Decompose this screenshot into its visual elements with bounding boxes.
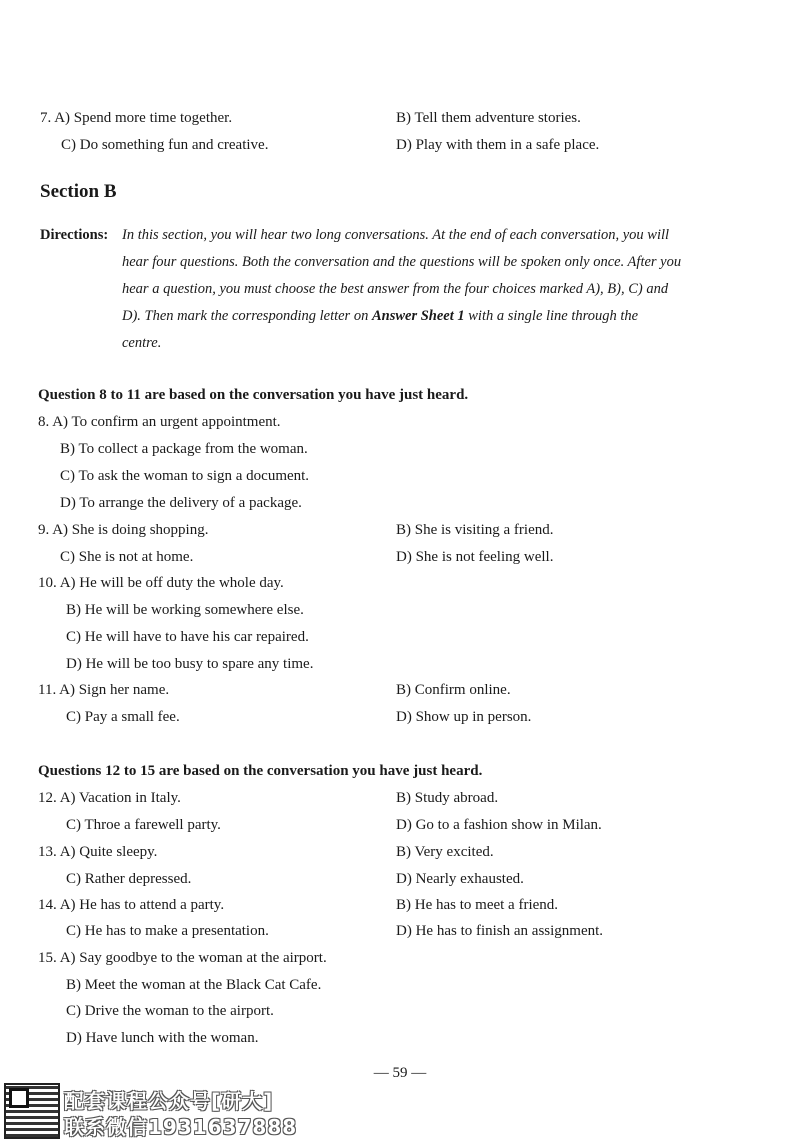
q7-option-c: C) Do something fun and creative.: [61, 137, 269, 153]
question-number: 7.: [40, 110, 52, 126]
q15-option-a: 15. A) Say goodbye to the woman at the airport.: [38, 950, 327, 966]
q11-option-b: B) Confirm online.: [396, 682, 511, 698]
q14-option-a: 14. A) He has to attend a party.: [38, 897, 225, 913]
question-number: 13.: [38, 844, 57, 860]
q14-option-d: D) He has to finish an assignment.: [396, 923, 604, 939]
answer-sheet-ref: Answer Sheet 1: [371, 308, 465, 324]
page-number: — 59 —: [373, 1065, 427, 1081]
q8-option-c: C) To ask the woman to sign a document.: [60, 468, 310, 484]
q14-option-c: C) He has to make a presentation.: [66, 923, 269, 939]
q8-option-a: 8. A) To confirm an urgent appointment.: [38, 414, 281, 430]
q13-option-c: C) Rather depressed.: [66, 871, 192, 887]
q7-option-d: D) Play with them in a safe place.: [396, 137, 600, 153]
question-number: 9.: [38, 522, 50, 538]
q14-option-b: B) He has to meet a friend.: [396, 897, 559, 913]
q10-option-b: B) He will be working somewhere else.: [66, 602, 304, 618]
directions-text: In this section, you will hear two long conversations. At the end of each conversation, you will hear four questions. Both the conversation and the questions will be spoken only once. After you hear a question, you must choose the best answer from the four choices marked A), B), C) and D). Then mark the corresponding letter on Answer Sheet 1 with a single line through the centre.: [122, 227, 682, 351]
q8-option-b: B) To collect a package from the woman.: [60, 441, 308, 457]
q15-option-b: B) Meet the woman at the Black Cat Cafe.: [66, 977, 322, 993]
q9-option-b: B) She is visiting a friend.: [396, 522, 554, 538]
group-heading-2: Questions 12 to 15 are based on the conversation you have just heard.: [38, 763, 483, 779]
section-title: Section B: [40, 181, 117, 202]
q9-option-c: C) She is not at home.: [60, 549, 194, 565]
q10-option-c: C) He will have to have his car repaired.: [66, 629, 309, 645]
watermark-line-1: 配套课程公众号[研大]: [64, 1089, 274, 1113]
qr-code-icon: [4, 1083, 60, 1139]
q12-option-d: D) Go to a fashion show in Milan.: [396, 817, 602, 833]
q9-option-a: 9. A) She is doing shopping.: [38, 522, 209, 538]
q11-option-c: C) Pay a small fee.: [66, 709, 180, 725]
q11-option-a: 11. A) Sign her name.: [38, 682, 170, 698]
question-number: 10.: [38, 575, 57, 591]
question-number: 12.: [38, 790, 57, 806]
q8-option-d: D) To arrange the delivery of a package.: [60, 495, 302, 511]
q7-option-b: B) Tell them adventure stories.: [396, 110, 581, 126]
q12-option-b: B) Study abroad.: [396, 790, 499, 806]
directions-label: Directions:: [40, 227, 109, 243]
q12-option-a: 12. A) Vacation in Italy.: [38, 790, 181, 806]
question-number: 15.: [38, 950, 57, 966]
q13-option-b: B) Very excited.: [396, 844, 494, 860]
watermark-line-2: 联系微信1931637888: [64, 1115, 298, 1139]
q10-option-d: D) He will be too busy to spare any time.: [66, 656, 314, 672]
q13-option-a: 13. A) Quite sleepy.: [38, 844, 158, 860]
question-number: 14.: [38, 897, 57, 913]
q11-option-d: D) Show up in person.: [396, 709, 532, 725]
q10-option-a: 10. A) He will be off duty the whole day.: [38, 575, 284, 591]
q15-option-c: C) Drive the woman to the airport.: [66, 1003, 274, 1019]
question-number: 11.: [38, 682, 57, 698]
q9-option-d: D) She is not feeling well.: [396, 549, 554, 565]
group-heading-1: Question 8 to 11 are based on the conversation you have just heard.: [38, 387, 469, 403]
q13-option-d: D) Nearly exhausted.: [396, 871, 524, 887]
footer-watermark: [4, 1083, 314, 1139]
q7-option-a: 7. A) Spend more time together.: [40, 110, 233, 126]
q12-option-c: C) Throe a farewell party.: [66, 817, 221, 833]
question-number: 8.: [38, 414, 50, 430]
q15-option-d: D) Have lunch with the woman.: [66, 1030, 259, 1046]
